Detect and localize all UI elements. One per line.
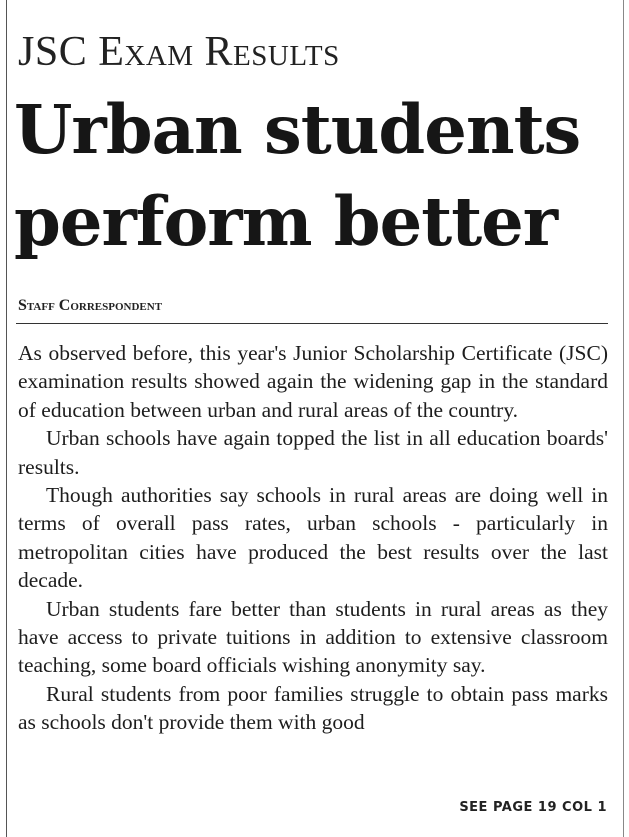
- continued-jump-line: SEE PAGE 19 COL 1: [459, 800, 607, 815]
- column-rule-right: [623, 0, 624, 837]
- article-paragraph-2: Urban schools have again topped the list in all education boards' results.: [18, 426, 608, 479]
- article-body: [18, 339, 608, 737]
- article-byline: Staff Correspondent: [18, 297, 163, 314]
- article-paragraph-5: Rural students from poor families struggle to obtain pass marks as schools don't provide them with good: [18, 681, 608, 735]
- byline-divider: [16, 323, 608, 324]
- article-kicker: JSC Exam Results: [18, 29, 340, 75]
- column-rule-left: [6, 0, 7, 837]
- article-headline: Urban students perform better: [14, 90, 581, 261]
- article-paragraph-3: Though authorities say schools in rural areas are doing well in terms of overall pass rates, urban schools - particularly in metropolitan cities have produced the best results over the last decade.: [18, 483, 608, 593]
- article-paragraph-1: As observed before, this year's Junior Scholarship Certificate (JSC) examination results showed again the widening gap in the standard of education between urban and rural areas of the country.: [18, 341, 608, 422]
- article-paragraph-4: Urban students fare better than students in rural areas as they have access to private tuitions in addition to extensive classroom teaching, some board officials wishing anonymity say.: [18, 596, 608, 678]
